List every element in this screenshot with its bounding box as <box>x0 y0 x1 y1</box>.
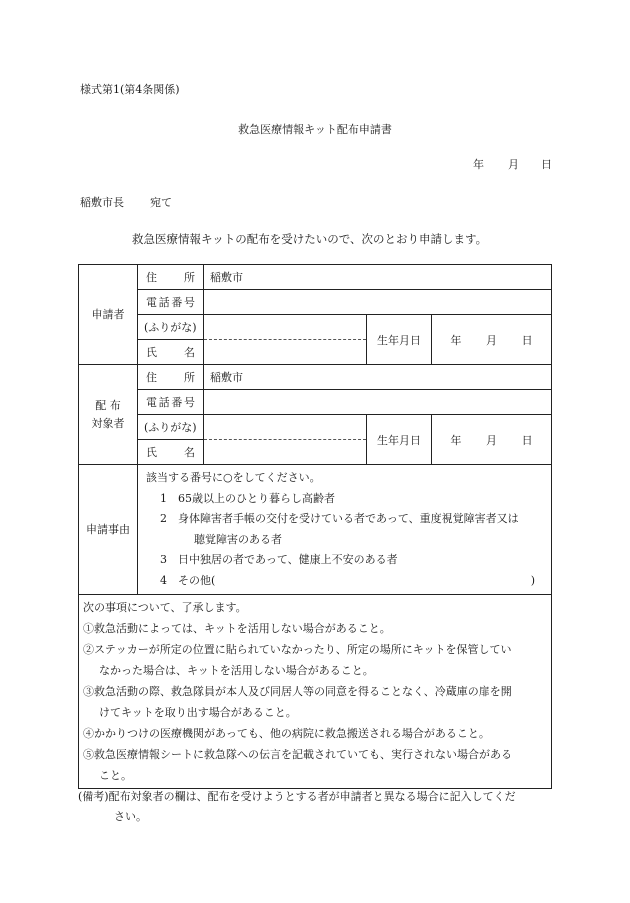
document-title: 救急医療情報キット配布申請書 <box>238 123 392 136</box>
recipient-address-value: 稲敷市 <box>210 371 243 384</box>
intro-text: 救急医療情報キットの配布を受けたいので、次のとおり申請します。 <box>132 232 488 246</box>
recipient-birth-month: 月 <box>486 433 497 447</box>
recipient-birth-field[interactable] <box>432 415 552 465</box>
applicant-heading: 申請者 <box>79 265 138 365</box>
reason-other-close: ) <box>530 573 536 587</box>
reason-option-2-cont: 聴覚障害のある者 <box>194 532 282 546</box>
recipient-phone-label: 電話番号 <box>138 390 204 415</box>
recipient-heading <box>79 365 138 465</box>
applicant-name-label: 氏 名 <box>138 340 204 365</box>
recipient-address-field[interactable] <box>204 365 552 390</box>
consent-item-5: ⑤救急医療情報シートに救急隊への伝言を記載されていても、実行されない場合がある <box>83 748 512 761</box>
applicant-furigana-field[interactable] <box>204 315 367 340</box>
form-number: 様式第1(第4条関係) <box>80 83 180 96</box>
applicant-address-field[interactable] <box>204 265 552 290</box>
applicant-address-value: 稲敷市 <box>210 271 243 284</box>
applicant-phone-label: 電話番号 <box>138 290 204 315</box>
consent-item-4: ④かかりつけの医療機関があっても、他の病院に救急搬送される場合があること。 <box>83 727 490 740</box>
application-form-table <box>78 264 552 789</box>
consent-section <box>79 595 552 789</box>
consent-item-5-cont: こと。 <box>99 769 132 782</box>
date-day-label: 日 <box>541 158 552 171</box>
recipient-phone-field[interactable] <box>204 390 552 415</box>
note-line-2: さい。 <box>114 810 147 823</box>
applicant-birth-day: 日 <box>521 333 533 347</box>
applicant-phone-field[interactable] <box>204 290 552 315</box>
recipient-heading-line2: 対象者 <box>91 416 125 430</box>
applicant-furigana-label: (ふりがな) <box>138 315 204 340</box>
reason-option-3[interactable]: 3 日中独居の者であって、健康上不安のある者 <box>160 553 398 566</box>
applicant-birth-month: 月 <box>486 333 497 347</box>
recipient-heading-line1: 配 布 <box>95 398 121 412</box>
reason-option-2[interactable]: 2 身体障害者手帳の交付を受けている者であって、重度視覚障害者又は <box>160 512 519 525</box>
applicant-birth-field[interactable] <box>432 315 552 365</box>
consent-item-2-cont: なかった場合は、キットを活用しない場合があること。 <box>99 664 374 677</box>
note-line-1: (備考)配布対象者の欄は、配布を受けようとする者が申請者と異なる場合に記入してくだ <box>78 790 516 803</box>
reason-other-label: 4 その他( <box>160 573 216 587</box>
recipient-name-field[interactable] <box>204 440 367 465</box>
applicant-name-field[interactable] <box>204 340 367 365</box>
consent-item-2: ②ステッカーが所定の位置に貼られていなかったり、所定の場所にキットを保管してい <box>83 643 512 656</box>
date-month-label: 月 <box>508 158 519 171</box>
recipient-address-label: 住 所 <box>138 365 204 390</box>
applicant-address-label: 住 所 <box>138 265 204 290</box>
applicant-birth-year: 年 <box>450 333 462 347</box>
reason-options <box>138 465 552 595</box>
recipient-birth-year: 年 <box>450 433 462 447</box>
consent-intro: 次の事項について、了承します。 <box>83 601 247 614</box>
date-year-label: 年 <box>473 158 484 171</box>
reason-option-4[interactable] <box>146 571 545 592</box>
addressee-suffix: 宛て <box>150 196 172 209</box>
recipient-birth-label: 生年月日 <box>367 415 432 465</box>
recipient-furigana-field[interactable] <box>204 415 367 440</box>
reason-instruction: 該当する番号に○をしてください。 <box>146 471 321 484</box>
recipient-name-label: 氏 名 <box>138 440 204 465</box>
recipient-birth-day: 日 <box>521 433 533 447</box>
reason-heading: 申請事由 <box>79 465 138 595</box>
reason-option-1[interactable]: 1 65歳以上のひとり暮らし高齢者 <box>160 491 335 505</box>
recipient-furigana-label: (ふりがな) <box>138 415 204 440</box>
consent-item-3-cont: けてキットを取り出す場合があること。 <box>99 706 297 719</box>
addressee-name: 稲敷市長 <box>80 196 124 209</box>
consent-item-3: ③救急活動の際、救急隊員が本人及び同居人等の同意を得ることなく、冷蔵庫の扉を開 <box>83 685 512 698</box>
applicant-birth-label: 生年月日 <box>367 315 432 365</box>
consent-item-1: ①救急活動によっては、キットを活用しない場合があること。 <box>83 622 391 635</box>
